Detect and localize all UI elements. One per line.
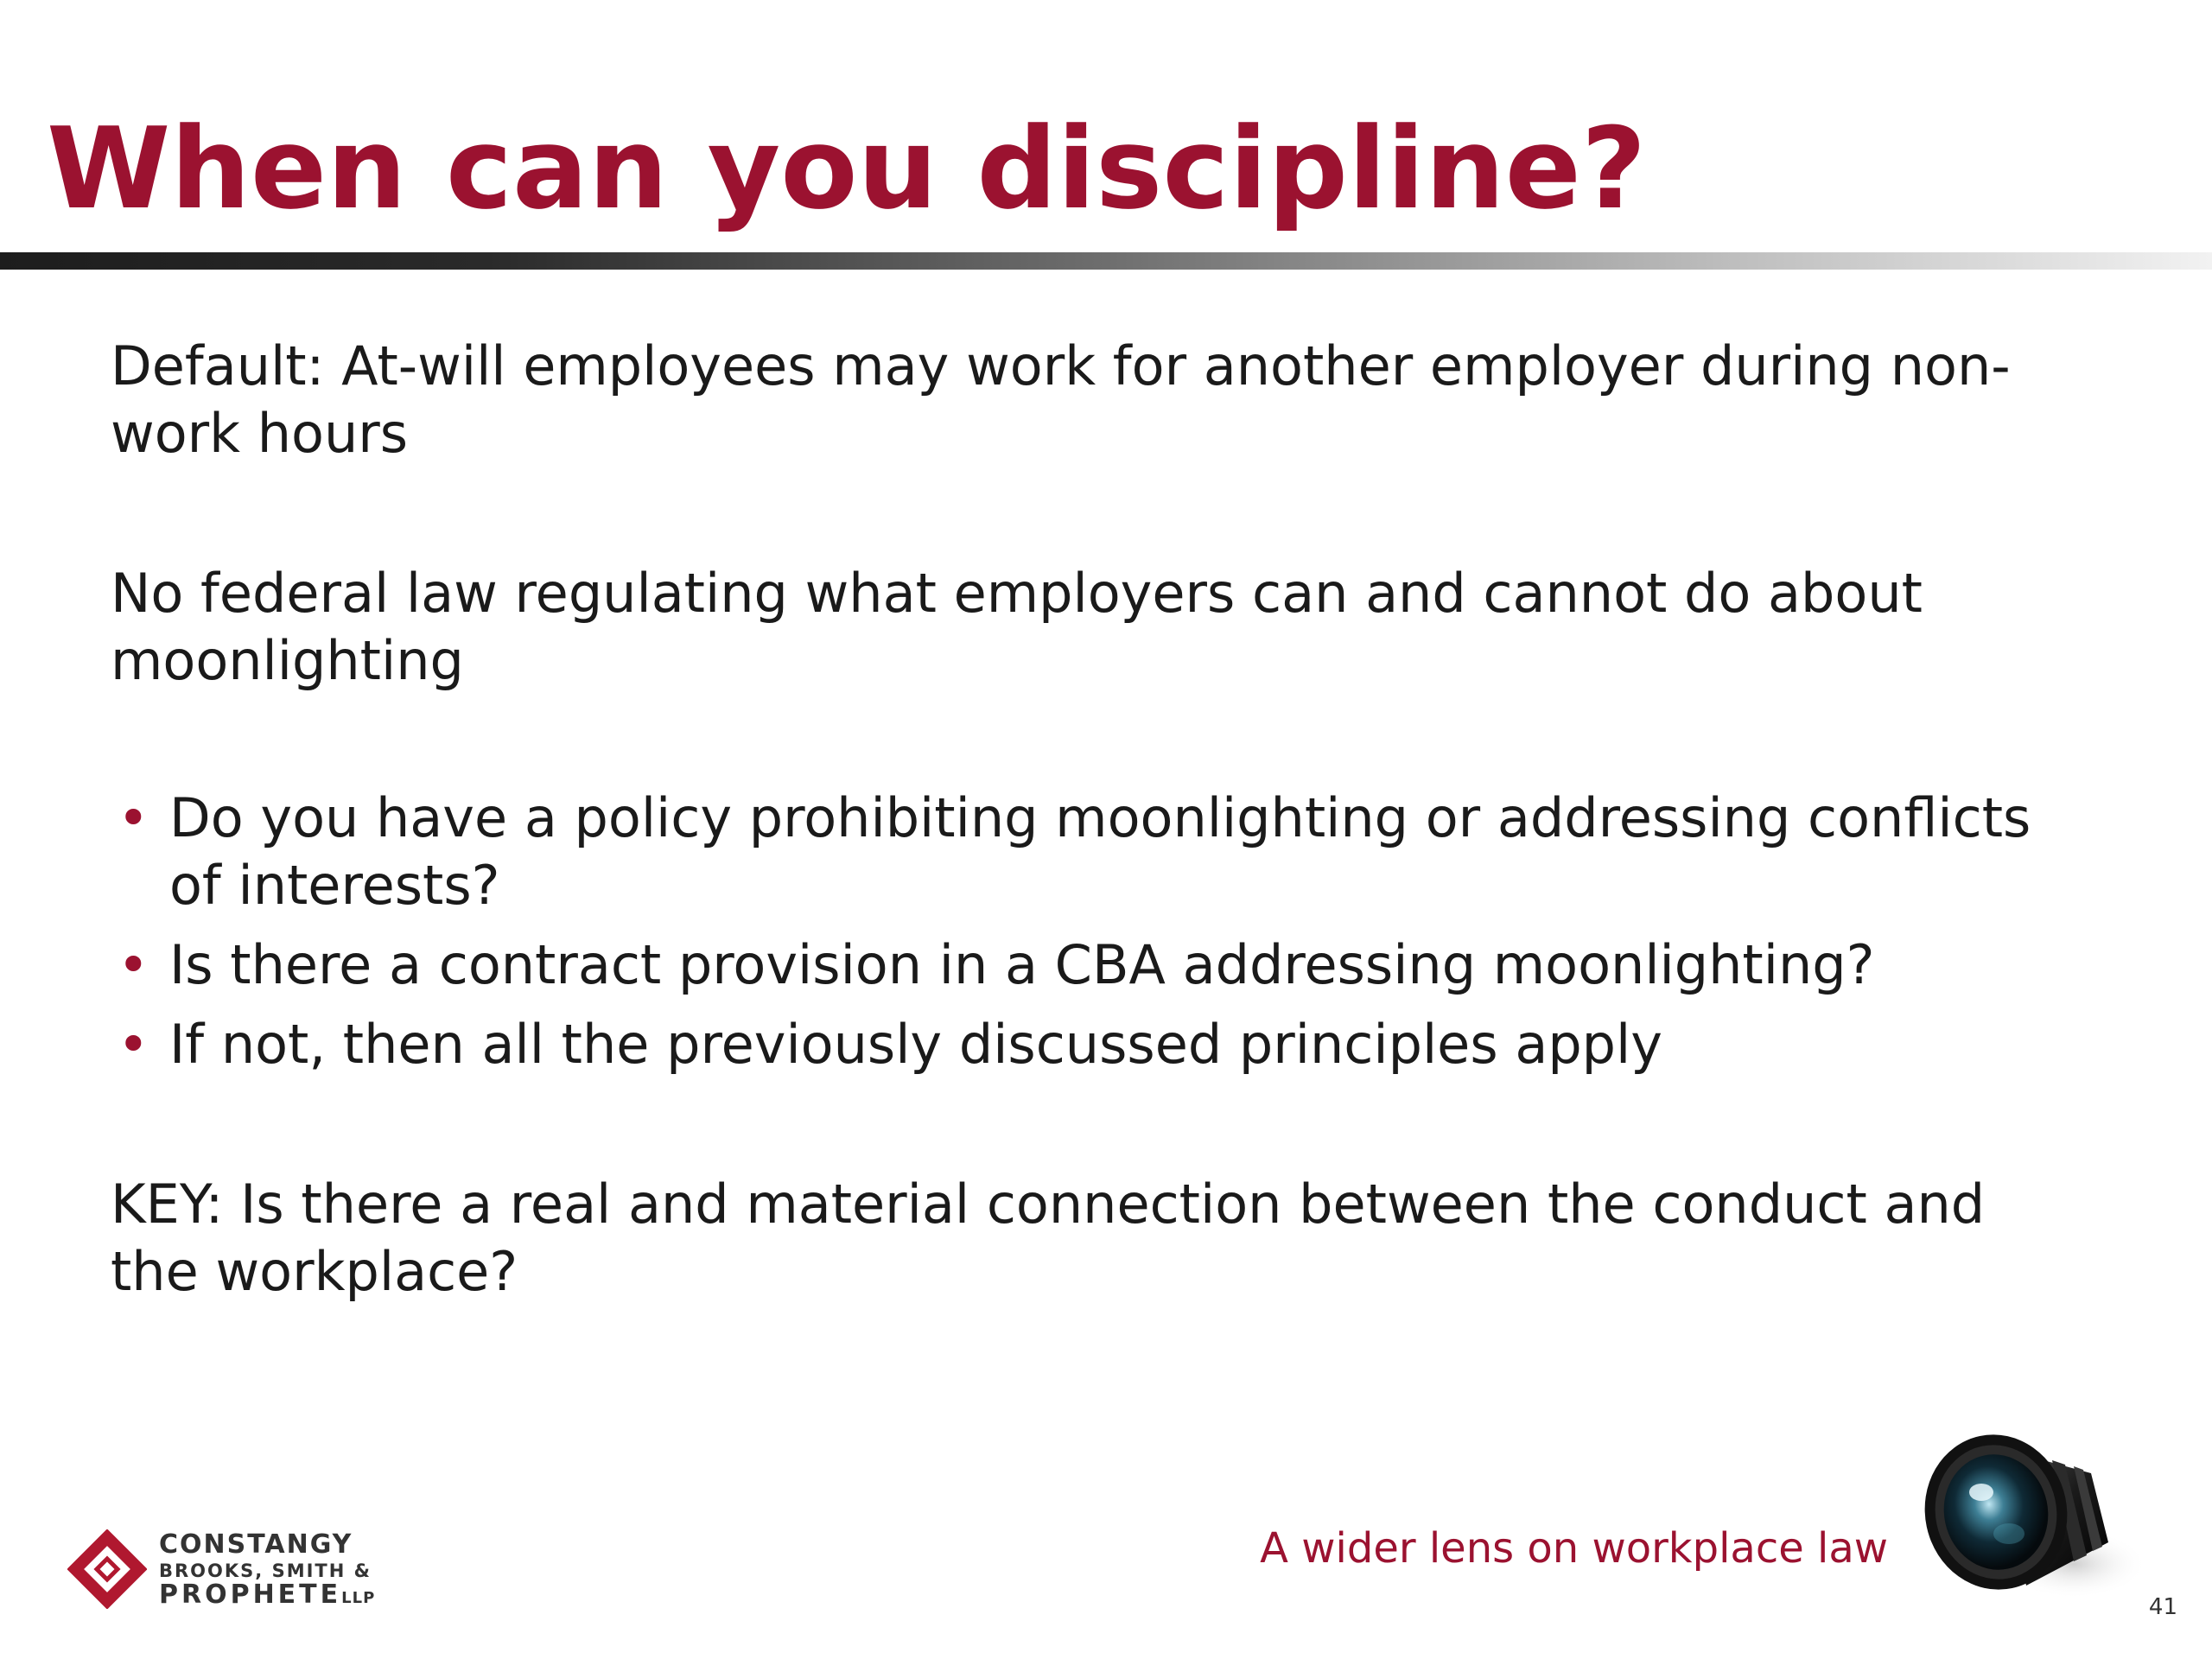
logo-line-2: BROOKS, SMITH & xyxy=(159,1560,372,1581)
bullet-icon: • xyxy=(118,1013,149,1076)
paragraph-federal-law: No federal law regulating what employers can and cannot do about moonlighting xyxy=(111,562,1923,692)
bullet-item xyxy=(111,1011,2063,1078)
bullet-text: If not, then all the previously discussed principles apply xyxy=(169,1013,1662,1076)
bullet-text: Do you have a policy prohibiting moonlighting or addressing conflicts of interests? xyxy=(169,786,2031,917)
bullet-icon: • xyxy=(118,786,149,849)
bullet-item xyxy=(111,785,2063,919)
paragraph-default: Default: At-will employees may work for another employer during non-work hours xyxy=(111,334,2011,465)
logo-suffix: LLP xyxy=(341,1589,376,1607)
bullet-icon: • xyxy=(118,933,149,996)
slide-title: When can you discipline? xyxy=(47,103,1647,234)
logo-line-3-name: PROPHETE xyxy=(159,1580,342,1610)
bullet-list xyxy=(111,785,2063,1090)
bullet-item xyxy=(111,931,2063,999)
firm-logo xyxy=(67,1529,448,1609)
tagline: A wider lens on workplace law xyxy=(1260,1524,1888,1573)
firm-logo-mark-icon xyxy=(67,1529,147,1609)
logo-line-1: CONSTANGY xyxy=(159,1529,353,1560)
camera-lens-icon xyxy=(1914,1413,2147,1611)
paragraph-key: KEY: Is there a real and material connection between the conduct and the workplace? xyxy=(111,1173,1986,1303)
title-divider xyxy=(0,252,2212,270)
bullet-text: Is there a contract provision in a CBA addressing moonlighting? xyxy=(169,933,1875,996)
page-number: 41 xyxy=(2148,1594,2177,1620)
logo-line-3 xyxy=(159,1581,375,1612)
